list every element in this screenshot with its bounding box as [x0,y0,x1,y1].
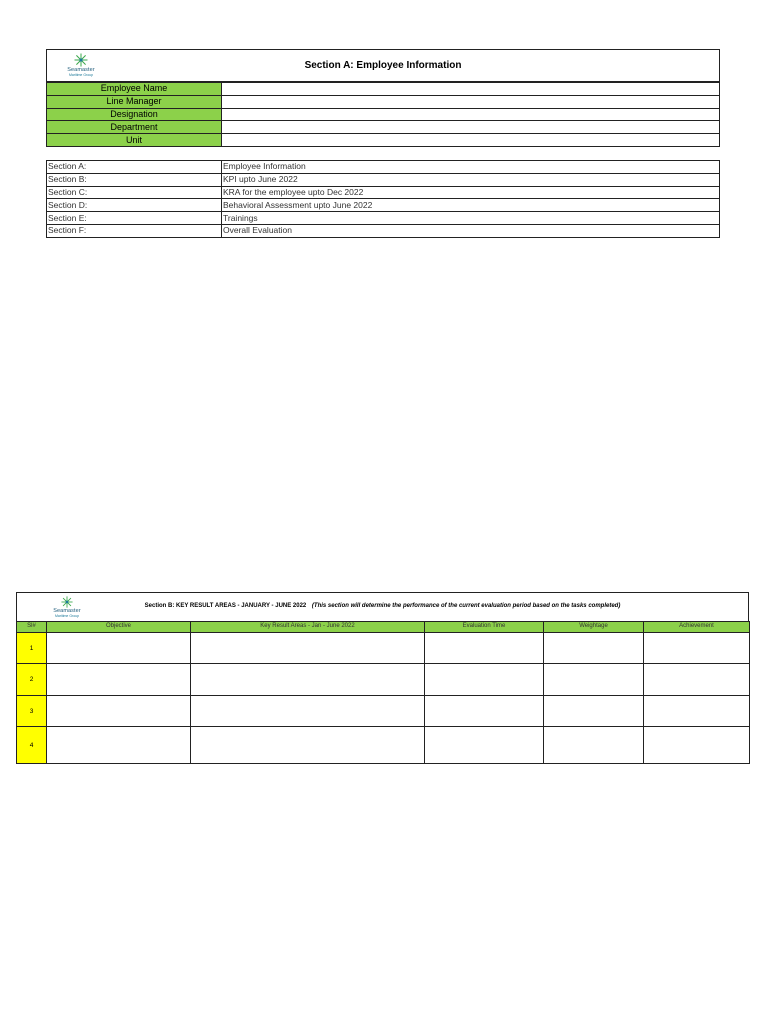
table-row [17,696,750,727]
sections-index-table [46,160,720,238]
section-b [16,592,749,764]
serial-cell: 3 [17,696,47,727]
field-label: Line Manager [47,95,222,108]
weightage-cell[interactable] [544,696,644,727]
table-row [47,121,720,134]
achievement-cell[interactable] [644,633,750,664]
section-key: Section E: [47,212,222,225]
employee-name-field[interactable] [222,83,720,96]
section-description: Behavioral Assessment upto June 2022 [222,199,720,212]
objective-cell[interactable] [47,727,191,764]
evaluation-time-cell[interactable] [425,664,544,696]
column-header-kra: Key Result Areas - Jan - June 2022 [191,622,425,633]
unit-field[interactable] [222,134,720,147]
weightage-cell[interactable] [544,727,644,764]
column-header-evaluation-time: Evaluation Time [425,622,544,633]
kra-table [16,621,750,764]
table-row [47,161,720,174]
table-header-row [17,622,750,633]
field-label: Employee Name [47,83,222,96]
kra-cell[interactable] [191,633,425,664]
objective-cell[interactable] [47,633,191,664]
section-b-title [17,603,748,609]
achievement-cell[interactable] [644,664,750,696]
objective-cell[interactable] [47,696,191,727]
table-row [17,727,750,764]
section-description: KPI upto June 2022 [222,173,720,186]
achievement-cell[interactable] [644,696,750,727]
column-header-sl: Sl# [17,622,47,633]
kra-cell[interactable] [191,664,425,696]
section-key: Section D: [47,199,222,212]
section-a-header [46,49,720,82]
designation-field[interactable] [222,108,720,121]
table-row [47,108,720,121]
table-row [47,186,720,199]
table-row [47,212,720,225]
section-key: Section A: [47,161,222,174]
section-description: Overall Evaluation [222,224,720,237]
table-row [47,83,720,96]
achievement-cell[interactable] [644,727,750,764]
table-row [17,664,750,696]
table-row [17,633,750,664]
serial-cell: 4 [17,727,47,764]
table-row [47,134,720,147]
table-row [47,199,720,212]
objective-cell[interactable] [47,664,191,696]
section-key: Section F: [47,224,222,237]
logo-subtitle: Maritime Group [68,73,94,77]
section-b-header [16,592,749,621]
field-label: Designation [47,108,222,121]
logo-name: Seamaster [53,608,81,614]
section-description: Trainings [222,212,720,225]
evaluation-time-cell[interactable] [425,727,544,764]
line-manager-field[interactable] [222,95,720,108]
column-header-objective: Objective [47,622,191,633]
logo-name: Seamaster [67,67,95,73]
serial-cell: 2 [17,664,47,696]
field-label: Department [47,121,222,134]
kra-cell[interactable] [191,696,425,727]
evaluation-time-cell[interactable] [425,696,544,727]
table-row [47,173,720,186]
section-description: KRA for the employee upto Dec 2022 [222,186,720,199]
kra-cell[interactable] [191,727,425,764]
section-a-title: Section A: Employee Information [304,60,462,71]
weightage-cell[interactable] [544,664,644,696]
section-key: Section B: [47,173,222,186]
employee-info-table [46,82,720,147]
logo-subtitle: Maritime Group [54,614,80,618]
evaluation-time-cell[interactable] [425,633,544,664]
section-key: Section C: [47,186,222,199]
section-b-heading: Section B: KEY RESULT AREAS - JANUARY - JUNE 2022 [144,603,307,609]
table-row [47,95,720,108]
column-header-achievement: Achievement [644,622,750,633]
column-header-weightage: Weightage [544,622,644,633]
section-description: Employee Information [222,161,720,174]
section-a [46,49,720,147]
department-field[interactable] [222,121,720,134]
weightage-cell[interactable] [544,633,644,664]
section-b-note: (This section will determine the performance of the current evaluation period based on the tasks completed) [311,603,621,609]
field-label: Unit [47,134,222,147]
serial-cell: 1 [17,633,47,664]
table-row [47,224,720,237]
